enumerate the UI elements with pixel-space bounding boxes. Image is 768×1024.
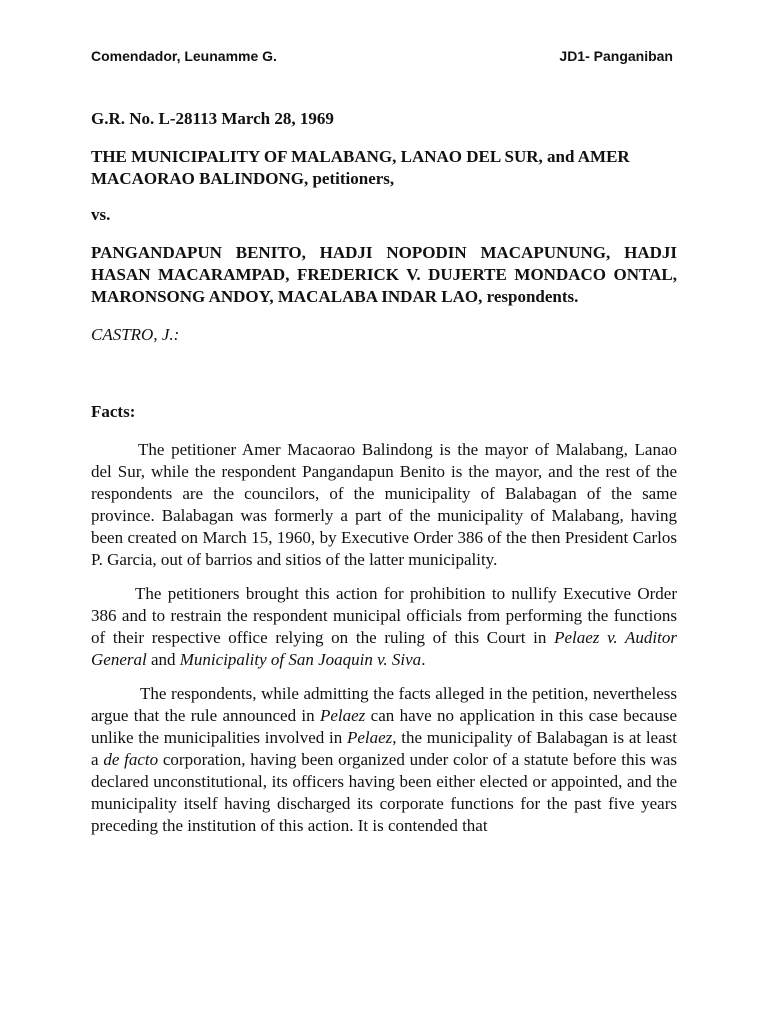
- case-citation: Pelaez: [346, 728, 393, 747]
- versus: vs.: [91, 205, 111, 224]
- facts-paragraph-2: [91, 583, 677, 671]
- para2-text: and: [146, 650, 180, 669]
- case-citation: Pelaez: [319, 706, 366, 725]
- respondents: PANGANDAPUN BENITO, HADJI NOPODIN MACAPUNUNG, HADJI HASAN MACARAMPAD, FREDERICK V. DUJERTE MONDACO ONTAL, MARONSONG ANDOY, MACALABA INDAR LAO, respondents.: [91, 243, 677, 306]
- case-citation: Pelaez v. Auditor General: [91, 628, 677, 669]
- section-label: JD1- Panganiban: [559, 48, 673, 64]
- facts-paragraph-3: [91, 683, 677, 837]
- para2-text: The petitioners brought this action for prohibition to nullify Executive Order 386 and to restrain the respondent municipal officials from performing the functions of their respective office relying on the ruling of this Court in: [91, 584, 677, 647]
- facts-paragraph-1: The petitioner Amer Macaorao Balindong is the mayor of Malabang, Lanao del Sur, while the respondent Pangandapun Benito is the mayor, and the rest of the respondents are the councilors, of the municipality of Balabagan of the same province. Balabagan was formerly a part of the municipality of Malabang, having been created on March 15, 1960, by Executive Order 386 of the then President Carlos P. Garcia, out of barrios and sitios of the latter municipality.: [91, 440, 677, 569]
- case-digest: [91, 108, 677, 849]
- author-name: Comendador, Leunamme G.: [91, 48, 277, 64]
- latin-term: de facto: [103, 750, 159, 769]
- ponente: CASTRO, J.:: [91, 325, 180, 344]
- para3-text: The respondents, while admitting the facts alleged in the petition, nevertheless argue that the rule announced in: [91, 684, 677, 725]
- case-citation: Municipality of San Joaquin v. Siva: [179, 650, 422, 669]
- page-header: [91, 48, 673, 64]
- facts-heading: Facts:: [91, 402, 136, 421]
- para3-text: corporation, having been organized under color of a statute before this was declared unconstitutional, its officers having been either elected or appointed, and the municipality itself having discharged its corporate functions for the past five years preceding the institution of this action. It is contended that: [91, 750, 677, 835]
- petitioners: THE MUNICIPALITY OF MALABANG, LANAO DEL SUR, and AMER MACAORAO BALINDONG, petitioners,: [91, 147, 630, 188]
- gr-number: G.R. No. L-28113 March 28, 1969: [91, 109, 334, 128]
- para3-text: , the municipality of Balabagan is at least a: [91, 728, 677, 769]
- para2-text: .: [421, 650, 426, 669]
- para3-text: can have no application in this case because unlike the municipalities involved in: [91, 706, 678, 747]
